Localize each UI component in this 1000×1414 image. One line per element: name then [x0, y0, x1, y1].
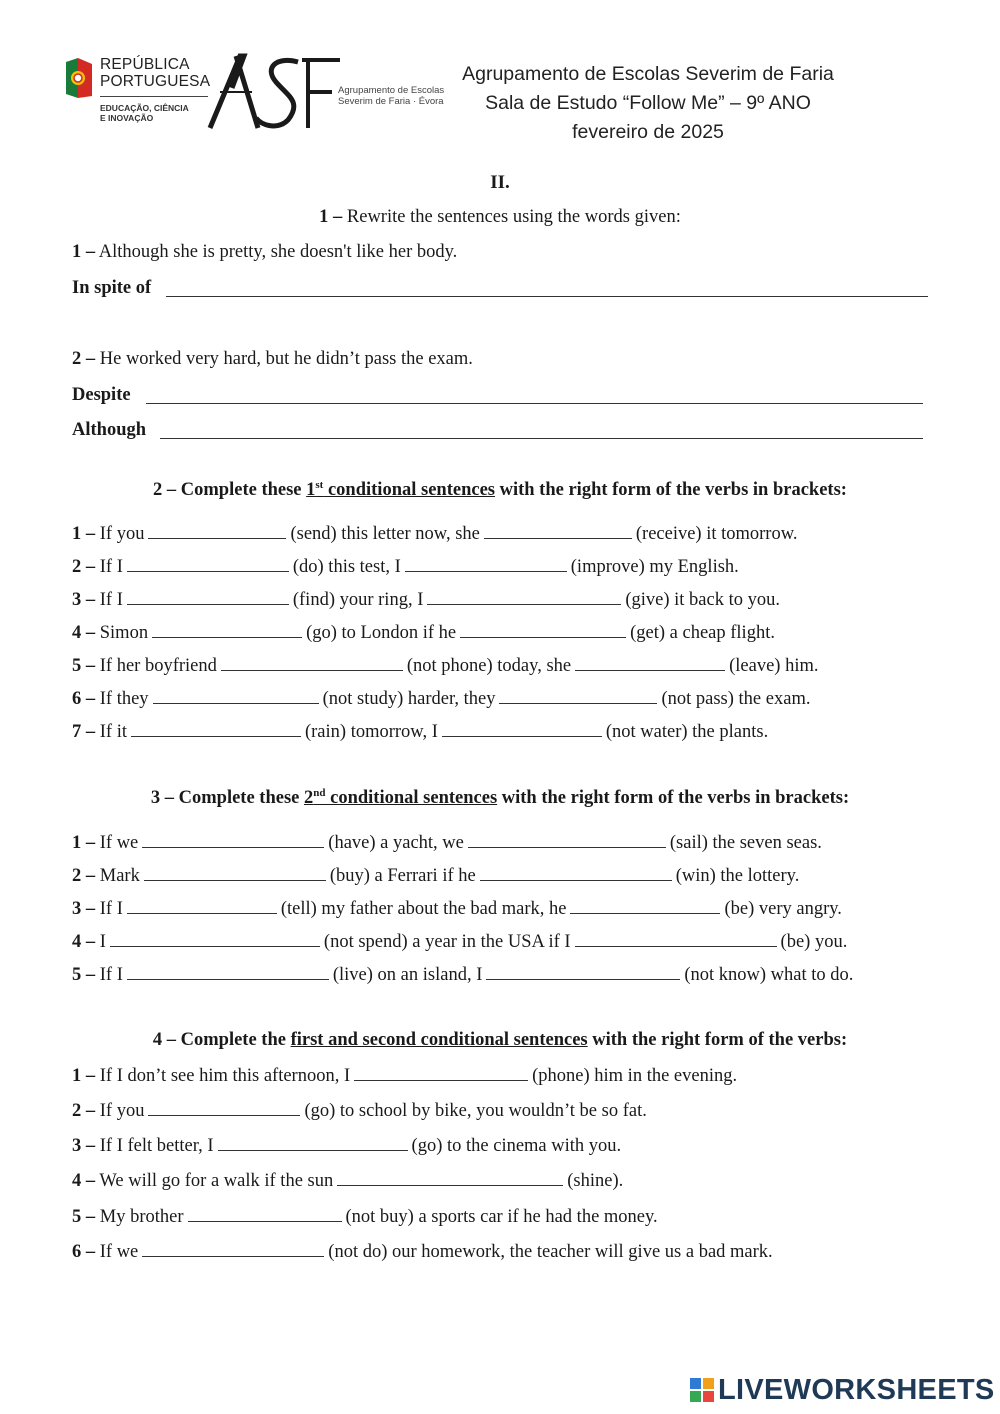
answer-blank[interactable]: [442, 720, 602, 737]
answer-blank[interactable]: [144, 864, 326, 881]
answer-blank[interactable]: [131, 720, 301, 737]
item-text-a: If I: [95, 590, 123, 610]
item-text-a: We will go for a walk if the sun: [95, 1171, 334, 1191]
ex3-title-post: with the right form of the verbs in brackets:: [497, 788, 850, 808]
item-number: 3 –: [72, 590, 96, 610]
item-number: 1 –: [72, 524, 96, 544]
item-text-c: (be) you.: [780, 932, 848, 952]
ex3-title-sup: nd: [313, 786, 326, 799]
item-number: 3 –: [72, 1136, 96, 1156]
republica-portuguesa-logo: [64, 54, 224, 134]
item-text-b: (phone) him in the evening.: [532, 1066, 738, 1086]
item-text-a: If you: [95, 524, 145, 544]
ex1-answer-line-1[interactable]: [166, 296, 928, 297]
ex4-title-underlined: first and second conditional sentences: [290, 1030, 588, 1050]
answer-blank[interactable]: [570, 897, 720, 914]
item-text-c: (be) very angry.: [724, 899, 842, 919]
item-text-a: If we: [95, 1242, 139, 1262]
item-text-c: (give) it back to you.: [625, 590, 780, 610]
ex3-title-pre: 3 – Complete these: [150, 788, 304, 808]
item-text-a: If I don’t see him this afternoon, I: [95, 1066, 351, 1086]
ex3-title-ordinal: 2: [304, 788, 314, 808]
item-text-a: If I: [95, 965, 123, 985]
ministry-line-1: EDUCAÇÃO, CIÊNCIA: [100, 103, 189, 113]
item-text-c: (get) a cheap flight.: [630, 623, 775, 643]
item-text-b: (do) this test, I: [292, 557, 401, 577]
item-sentence: Although she is pretty, she doesn't like her body.: [95, 242, 458, 262]
answer-blank[interactable]: [110, 930, 320, 947]
item-number: 5 –: [72, 1207, 96, 1227]
item-text-a: If we: [95, 833, 139, 853]
answer-blank[interactable]: [148, 522, 286, 539]
item-text-b: (go) to the cinema with you.: [411, 1136, 622, 1156]
answer-blank[interactable]: [127, 555, 289, 572]
answer-blank[interactable]: [127, 897, 277, 914]
ex4-item-2: [72, 1099, 647, 1123]
ex2-item-3: [72, 588, 780, 612]
ex1-prompt-although: Although: [72, 420, 147, 440]
item-number: 1 –: [72, 833, 96, 853]
ex2-title-underlined: [306, 480, 495, 500]
ex1-title-text: Rewrite the sentences using the words given:: [342, 207, 681, 227]
ex2-item-5: [72, 654, 818, 678]
item-text-b: (not study) harder, they: [322, 689, 496, 709]
ex4-title: [0, 1028, 1000, 1052]
ex3-item-5: [72, 963, 853, 987]
ex2-item-7: [72, 720, 768, 744]
republica-line-1: REPÚBLICA: [100, 56, 190, 73]
item-text-c: (win) the lottery.: [675, 866, 800, 886]
answer-blank[interactable]: [218, 1134, 408, 1151]
school-name: Agrupamento de Escolas Severim de Faria: [462, 63, 834, 85]
document-date: fevereiro de 2025: [572, 121, 724, 143]
ex1-answer-line-2[interactable]: [146, 403, 923, 404]
item-number: 2 –: [72, 349, 96, 369]
ex2-item-4: [72, 621, 775, 645]
ex1-prompt-despite: Despite: [72, 385, 131, 405]
item-number: 5 –: [72, 656, 96, 676]
answer-blank[interactable]: [142, 1240, 324, 1257]
ex1-title: [0, 205, 1000, 229]
item-text-c: (receive) it tomorrow.: [635, 524, 798, 544]
answer-blank[interactable]: [354, 1064, 528, 1081]
item-text-b: (shine).: [567, 1171, 624, 1191]
liveworksheets-wordmark: LIVEWORKSHEETS: [718, 1374, 995, 1406]
item-text-b: (tell) my father about the bad mark, he: [280, 899, 567, 919]
item-text-b: (not phone) today, she: [406, 656, 572, 676]
ex1-item-2: [72, 347, 473, 371]
item-text-a: If I: [95, 557, 123, 577]
answer-blank[interactable]: [468, 831, 666, 848]
answer-blank[interactable]: [221, 654, 403, 671]
ex3-item-2: [72, 864, 799, 888]
study-room-title: Sala de Estudo “Follow Me” – 9º ANO: [485, 92, 811, 114]
item-text-a: If I: [95, 899, 123, 919]
ex2-item-6: [72, 687, 810, 711]
ex2-item-2: [72, 555, 739, 579]
ex4-item-5: [72, 1205, 658, 1229]
item-text-b: (have) a yacht, we: [328, 833, 464, 853]
answer-blank[interactable]: [152, 621, 302, 638]
item-text-b: (rain) tomorrow, I: [304, 722, 438, 742]
ex2-title-sup: st: [315, 478, 324, 491]
item-number: 2 –: [72, 557, 96, 577]
liveworksheets-icon: [690, 1378, 714, 1402]
item-number: 2 –: [72, 1101, 96, 1121]
item-text-a: I: [95, 932, 106, 952]
answer-blank[interactable]: [127, 963, 329, 980]
ex2-item-1: [72, 522, 798, 546]
ex3-item-4: [72, 930, 847, 954]
item-number: 1 –: [72, 1066, 96, 1086]
item-text-b: (buy) a Ferrari if he: [329, 866, 476, 886]
item-text-c: (sail) the seven seas.: [669, 833, 822, 853]
republica-line-2: PORTUGUESA: [100, 73, 211, 90]
item-text-a: My brother: [95, 1207, 184, 1227]
item-text-b: (go) to London if he: [306, 623, 457, 643]
item-text-b: (go) to school by bike, you wouldn’t be so fat.: [304, 1101, 647, 1121]
item-text-a: If I felt better, I: [95, 1136, 214, 1156]
item-text-c: (leave) him.: [729, 656, 819, 676]
item-number: 4 –: [72, 1171, 96, 1191]
item-number: 6 –: [72, 1242, 96, 1262]
item-number: 4 –: [72, 932, 96, 952]
answer-blank[interactable]: [480, 864, 672, 881]
ex2-title-post: with the right form of the verbs in brackets:: [494, 480, 847, 500]
item-number: 2 –: [72, 866, 96, 886]
ex2-title-pre: 2 – Complete these: [153, 480, 307, 500]
section-number: II.: [490, 172, 510, 193]
ex4-title-post: with the right form of the verbs:: [587, 1030, 848, 1050]
item-text-c: (improve) my English.: [570, 557, 739, 577]
ex2-title-underlined-text: conditional sentences: [323, 480, 495, 500]
ex4-item-4: [72, 1169, 623, 1193]
asf-caption-line-2: Severim de Faria · Évora: [338, 96, 444, 107]
item-text-a: Mark: [95, 866, 140, 886]
item-sentence: He worked very hard, but he didn’t pass the exam.: [95, 349, 473, 369]
answer-blank[interactable]: [405, 555, 567, 572]
ex1-answer-line-3[interactable]: [160, 438, 923, 439]
item-text-c: (not water) the plants.: [605, 722, 769, 742]
ex3-title: [0, 786, 1000, 810]
ministry-line-2: E INOVAÇÃO: [100, 113, 154, 123]
logo-divider: [100, 96, 208, 97]
answer-blank[interactable]: [142, 831, 324, 848]
item-text-b: (not buy) a sports car if he had the money.: [345, 1207, 658, 1227]
ex4-item-3: [72, 1134, 621, 1158]
item-text-a: If they: [95, 689, 149, 709]
ex2-title-ordinal: 1: [306, 480, 316, 500]
answer-blank[interactable]: [484, 522, 632, 539]
item-text-b: (not do) our homework, the teacher will give us a bad mark.: [328, 1242, 773, 1262]
answer-blank[interactable]: [427, 588, 621, 605]
item-number: 3 –: [72, 899, 96, 919]
item-text-b: (send) this letter now, she: [290, 524, 480, 544]
answer-blank[interactable]: [148, 1099, 300, 1116]
liveworksheets-logo: [690, 1374, 995, 1406]
ex2-title: [0, 478, 1000, 502]
item-number: 1 –: [72, 242, 96, 262]
item-text-a: Simon: [95, 623, 149, 643]
answer-blank[interactable]: [460, 621, 626, 638]
ex1-title-num: 1 –: [319, 207, 343, 227]
item-text-b: (not spend) a year in the USA if I: [323, 932, 571, 952]
ex3-item-3: [72, 897, 842, 921]
item-text-a: If her boyfriend: [95, 656, 217, 676]
ex4-title-pre: 4 – Complete the: [152, 1030, 291, 1050]
answer-blank[interactable]: [127, 588, 289, 605]
document-header: [0, 0, 1000, 160]
asf-caption-line-1: Agrupamento de Escolas: [338, 85, 445, 96]
answer-blank[interactable]: [486, 963, 680, 980]
item-number: 5 –: [72, 965, 96, 985]
ex4-item-6: [72, 1240, 773, 1264]
ex1-item-1: [72, 240, 457, 264]
item-text-b: (find) your ring, I: [292, 590, 424, 610]
item-number: 7 –: [72, 722, 96, 742]
asf-school-logo: [206, 52, 342, 132]
ex4-item-1: [72, 1064, 737, 1088]
ex3-item-1: [72, 831, 822, 855]
answer-blank[interactable]: [575, 930, 777, 947]
item-text-c: (not know) what to do.: [684, 965, 854, 985]
portugal-flag-icon: [64, 56, 94, 100]
item-text-a: If it: [95, 722, 127, 742]
ex3-title-underlined: [304, 788, 497, 808]
answer-blank[interactable]: [499, 687, 657, 704]
answer-blank[interactable]: [575, 654, 725, 671]
header-title-block: [440, 60, 856, 147]
item-number: 6 –: [72, 689, 96, 709]
item-text-c: (not pass) the exam.: [661, 689, 811, 709]
answer-blank[interactable]: [153, 687, 319, 704]
ex1-prompt-in-spite-of: In spite of: [72, 278, 152, 298]
item-text-a: If you: [95, 1101, 145, 1121]
item-number: 4 –: [72, 623, 96, 643]
item-text-b: (live) on an island, I: [332, 965, 483, 985]
answer-blank[interactable]: [337, 1169, 563, 1186]
ex3-title-underlined-text: conditional sentences: [325, 788, 498, 808]
answer-blank[interactable]: [188, 1205, 342, 1222]
